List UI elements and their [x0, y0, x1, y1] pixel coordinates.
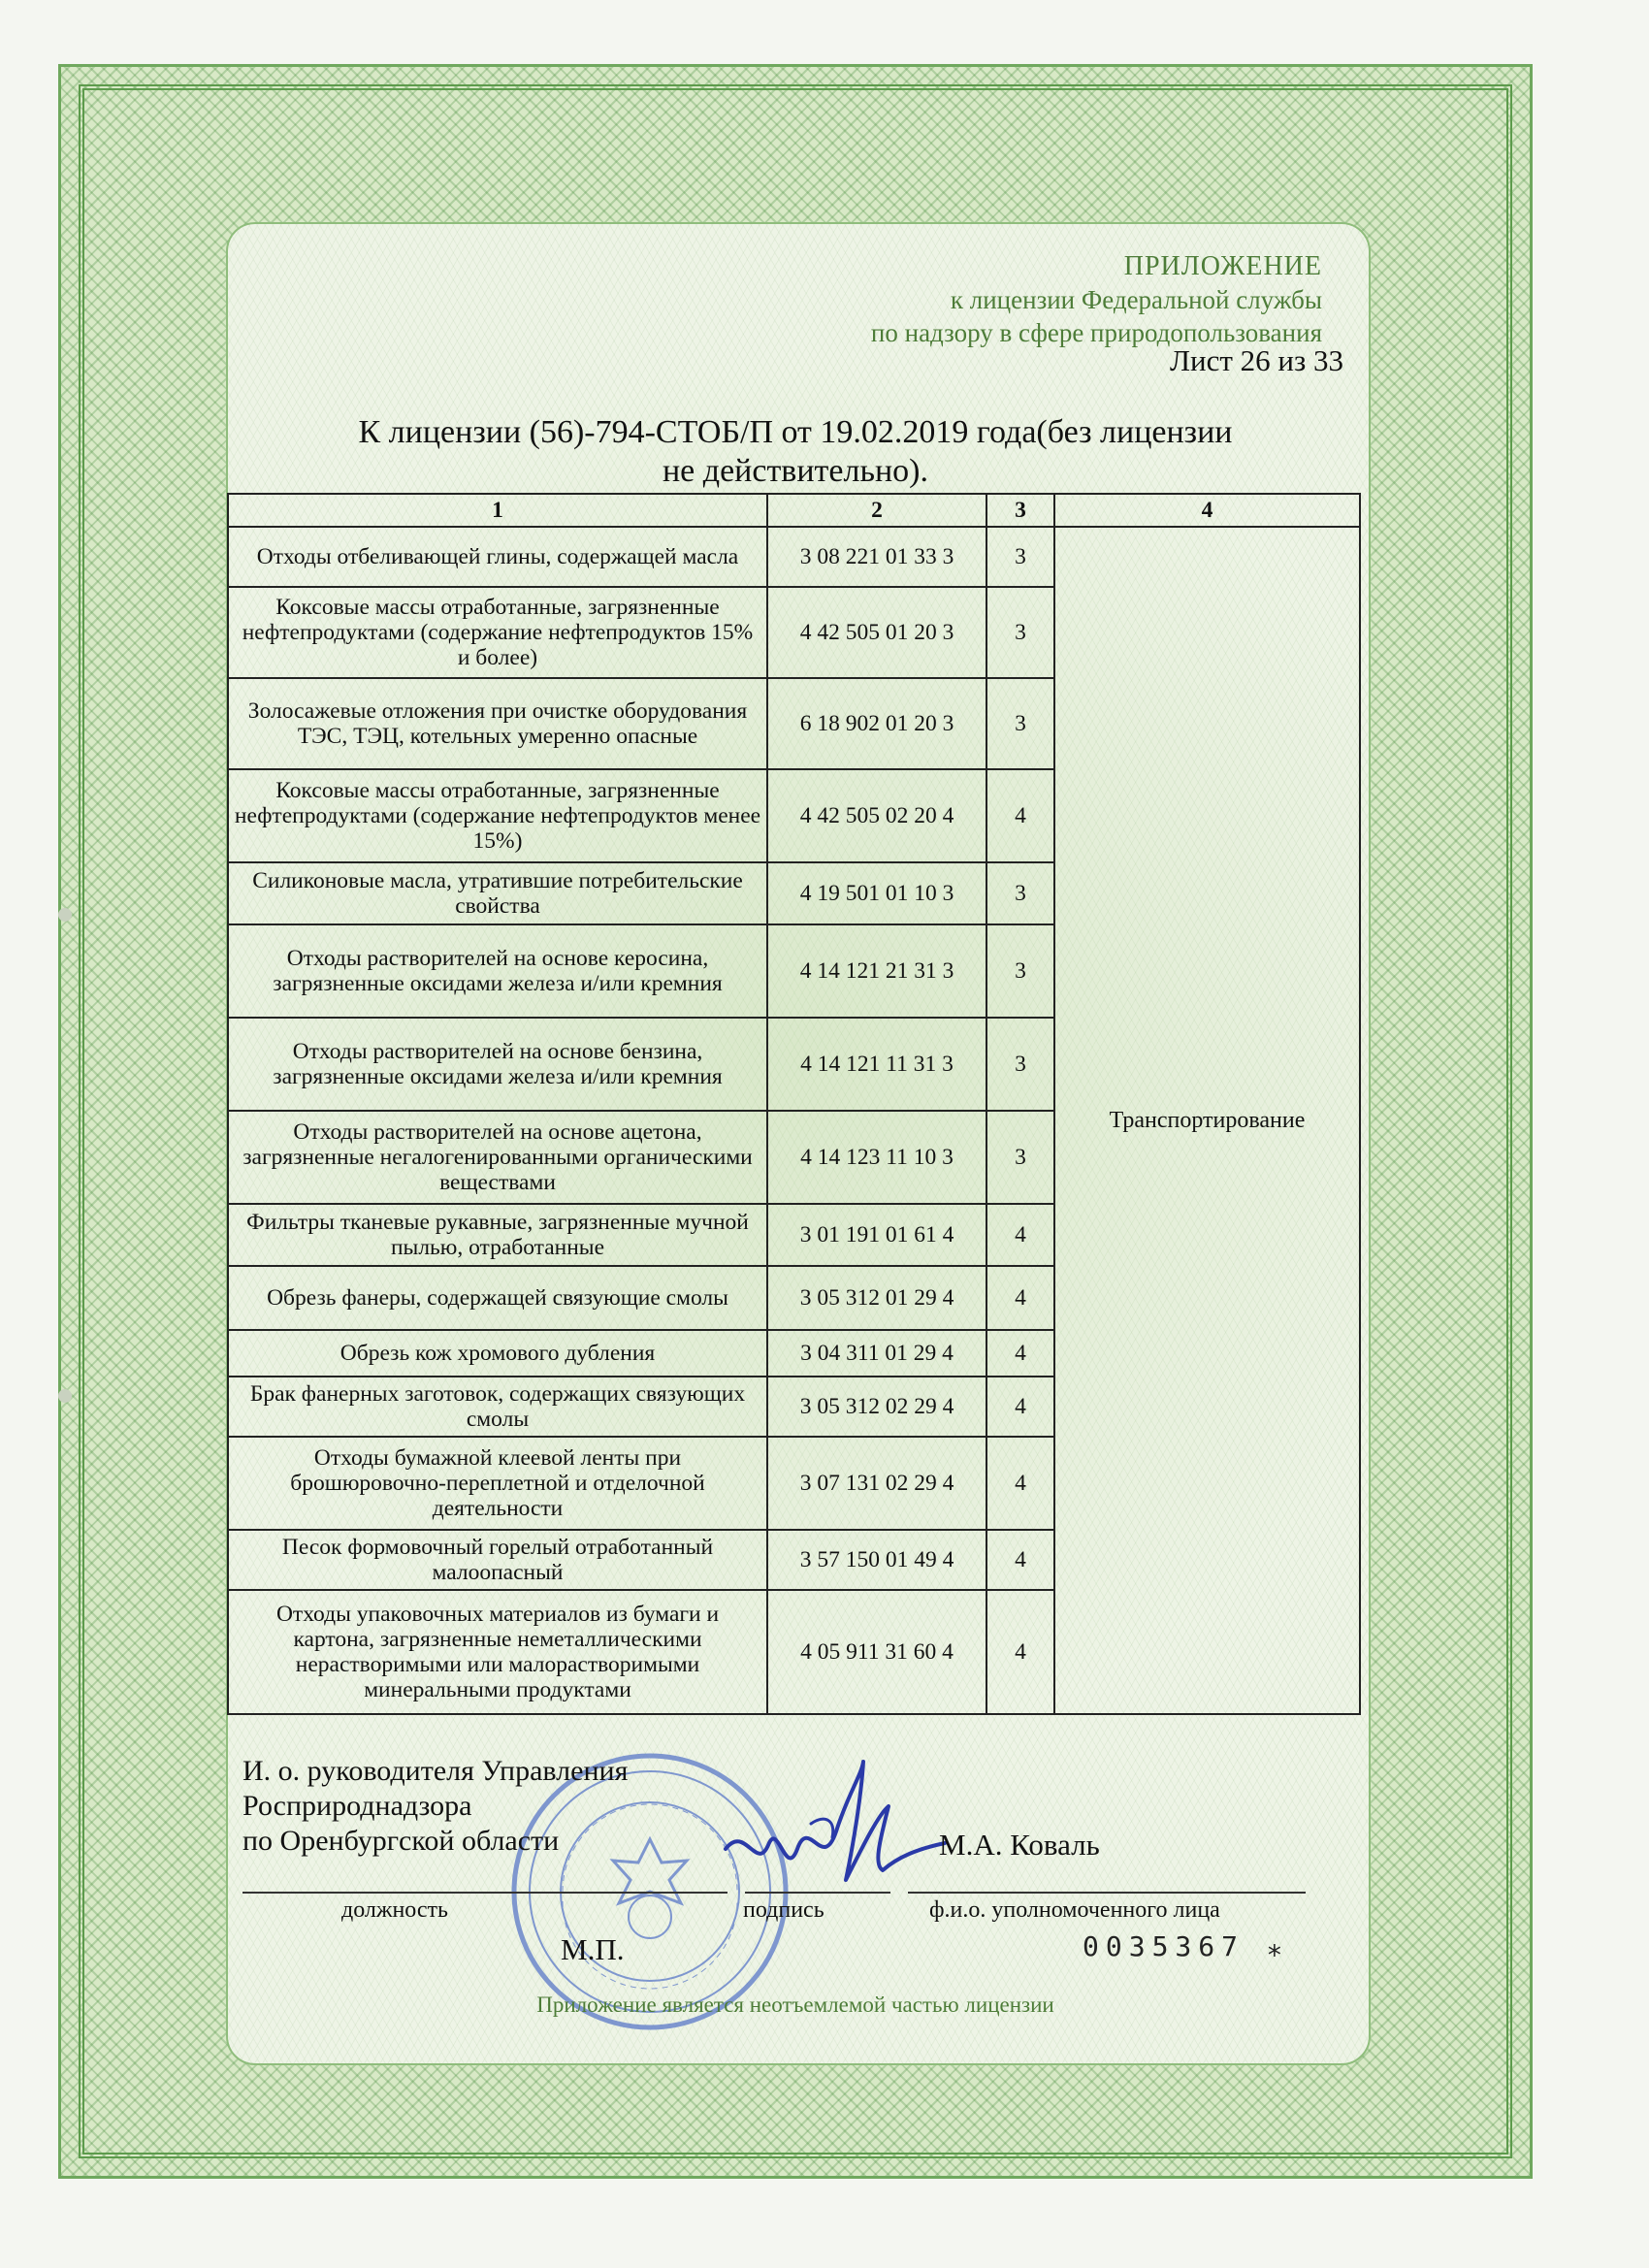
waste-name: Фильтры тканевые рукавные, загрязненные мучной пылью, отработанные [228, 1204, 767, 1266]
header-col-3: 3 [986, 494, 1054, 527]
position-line-3: по Оренбургской области [242, 1825, 560, 1857]
waste-table [227, 493, 1361, 1715]
hazard-class: 3 [986, 587, 1054, 678]
header-col-1: 1 [228, 494, 767, 527]
hazard-class: 4 [986, 1377, 1054, 1437]
appendix-header [871, 250, 1322, 349]
waste-code: 3 01 191 01 61 4 [767, 1204, 986, 1266]
handwritten-signature [718, 1756, 951, 1901]
hazard-class: 4 [986, 1590, 1054, 1714]
footer-note: Приложение является неотъемлемой частью лицензии [536, 1993, 1054, 2017]
header-col-2: 2 [767, 494, 986, 527]
waste-name: Отходы бумажной клеевой ленты при брошюровочно-переплетной и отделочной деятельности [228, 1437, 767, 1530]
appendix-title: ПРИЛОЖЕНИЕ [1123, 251, 1322, 281]
waste-name: Отходы растворителей на основе ацетона, загрязненные негалогенированными органическими веществами [228, 1111, 767, 1204]
sheet-number: Лист 26 из 33 [1169, 343, 1343, 377]
position-line-2: Росприроднадзора [242, 1790, 472, 1822]
serial-number: 0035367 ⁎ [1083, 1930, 1288, 1962]
waste-code: 3 04 311 01 29 4 [767, 1330, 986, 1377]
hazard-class: 4 [986, 1437, 1054, 1530]
waste-code: 4 05 911 31 60 4 [767, 1590, 986, 1714]
waste-code: 4 14 121 21 31 3 [767, 924, 986, 1018]
hazard-class: 4 [986, 1330, 1054, 1377]
punch-hole [58, 908, 72, 922]
header-col-4: 4 [1054, 494, 1360, 527]
hazard-class: 4 [986, 1266, 1054, 1330]
appendix-subtitle-1: к лицензии Федеральной службы [950, 285, 1322, 314]
activity-type: Транспортирование [1054, 527, 1360, 1714]
waste-name: Коксовые массы отработанные, загрязненные нефтепродуктами (содержание нефтепродуктов менее 15%) [228, 769, 767, 862]
caption-name: ф.и.о. уполномоченного лица [929, 1897, 1220, 1923]
waste-code: 3 57 150 01 49 4 [767, 1530, 986, 1590]
waste-name: Коксовые массы отработанные, загрязненные нефтепродуктами (содержание нефтепродуктов 15% и более) [228, 587, 767, 678]
hazard-class: 3 [986, 924, 1054, 1018]
hazard-class: 4 [986, 1530, 1054, 1590]
waste-name: Брак фанерных заготовок, содержащих связующих смолы [228, 1377, 767, 1437]
table-row [228, 527, 1360, 587]
waste-name: Песок формовочный горелый отработанный малоопасный [228, 1530, 767, 1590]
hazard-class: 3 [986, 678, 1054, 769]
waste-name: Силиконовые масла, утратившие потребительские свойства [228, 862, 767, 924]
table-header-row [228, 494, 1360, 527]
signatory-position [242, 1754, 628, 1859]
waste-name: Отходы отбеливающей глины, содержащей масла [228, 527, 767, 587]
waste-name: Золосажевые отложения при очистке оборудования ТЭС, ТЭЦ, котельных умеренно опасные [228, 678, 767, 769]
waste-code: 3 08 221 01 33 3 [767, 527, 986, 587]
hazard-class: 3 [986, 527, 1054, 587]
waste-code: 3 05 312 02 29 4 [767, 1377, 986, 1437]
waste-code: 4 19 501 01 10 3 [767, 862, 986, 924]
hazard-class: 4 [986, 1204, 1054, 1266]
seal-mark: М.П. [561, 1932, 625, 1966]
waste-code: 6 18 902 01 20 3 [767, 678, 986, 769]
license-reference-line-1: К лицензии (56)-794-СТОБ/П от 19.02.2019 года(без лицензии [358, 414, 1233, 450]
caption-position: должность [341, 1897, 448, 1923]
waste-name: Отходы растворителей на основе керосина, загрязненные оксидами железа и/или кремния [228, 924, 767, 1018]
hazard-class: 3 [986, 862, 1054, 924]
hazard-class: 3 [986, 1018, 1054, 1111]
waste-name: Обрезь кож хромового дубления [228, 1330, 767, 1377]
waste-code: 3 07 131 02 29 4 [767, 1437, 986, 1530]
license-reference [233, 413, 1358, 491]
hazard-class: 4 [986, 769, 1054, 862]
waste-name: Отходы упаковочных материалов из бумаги и картона, загрязненные неметаллическими нерастворимыми или малорастворимыми минеральными продуктами [228, 1590, 767, 1714]
hazard-class: 3 [986, 1111, 1054, 1204]
waste-code: 4 42 505 02 20 4 [767, 769, 986, 862]
signature-underline [745, 1892, 890, 1894]
caption-signature: подпись [743, 1897, 824, 1923]
waste-name: Отходы растворителей на основе бензина, загрязненные оксидами железа и/или кремния [228, 1018, 767, 1111]
waste-code: 4 14 121 11 31 3 [767, 1018, 986, 1111]
license-reference-line-2: не действительно). [662, 453, 928, 489]
signer-name: М.А. Коваль [939, 1828, 1100, 1862]
waste-code: 4 42 505 01 20 3 [767, 587, 986, 678]
appendix-subtitle-2: по надзору в сфере природопользования [870, 318, 1322, 347]
waste-code: 3 05 312 01 29 4 [767, 1266, 986, 1330]
waste-name: Обрезь фанеры, содержащей связующие смолы [228, 1266, 767, 1330]
name-underline [908, 1892, 1306, 1894]
punch-hole [58, 1389, 72, 1403]
position-line-1: И. о. руководителя Управления [242, 1755, 629, 1787]
waste-code: 4 14 123 11 10 3 [767, 1111, 986, 1204]
position-underline [242, 1892, 728, 1894]
